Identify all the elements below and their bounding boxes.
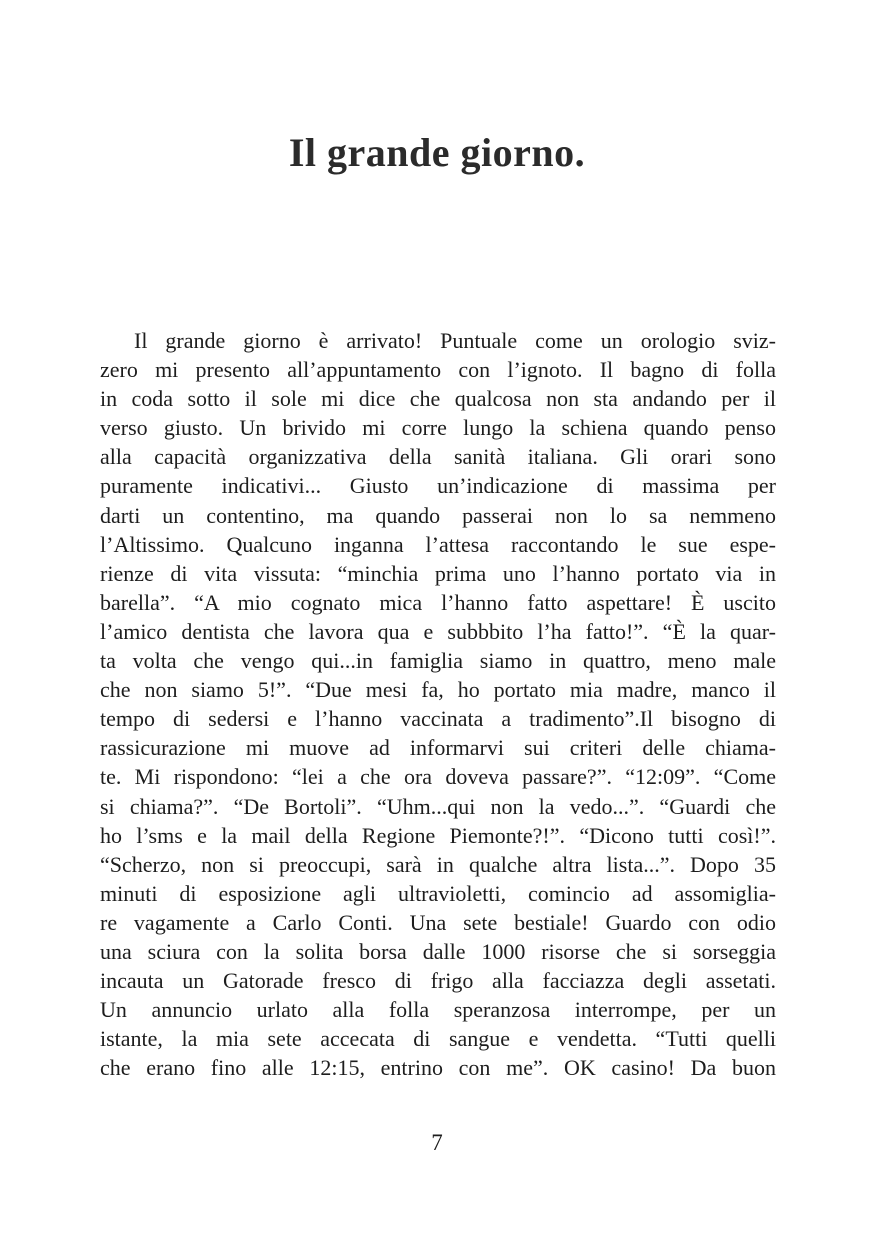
text-line: l’amico dentista che lavora qua e subbbito l’ha fatto!”. “È la quar- — [100, 618, 776, 644]
text-line: alla capacità organizzativa della sanità italiana. Gli orari sono — [100, 444, 776, 470]
text-line: ta volta che vengo qui...in famiglia siamo in quattro, meno male — [100, 648, 776, 674]
text-line: che erano fino alle 12:15, entrino con me”. OK casino! Da buon — [100, 1055, 776, 1081]
text-line: barella”. “A mio cognato mica l’hanno fatto aspettare! È uscito — [100, 589, 776, 615]
text-line: zero mi presento all’appuntamento con l’ignoto. Il bagno di folla — [100, 357, 776, 383]
text-line: minuti di esposizione agli ultravioletti, comincio ad assomiglia- — [100, 880, 776, 906]
body-text — [0, 326, 874, 1082]
text-line: che non siamo 5!”. “Due mesi fa, ho portato mia madre, manco il — [100, 677, 776, 703]
text-line: incauta un Gatorade fresco di frigo alla facciazza degli assetati. — [100, 968, 776, 994]
text-line: si chiama?”. “De Bortoli”. “Uhm...qui non la vedo...”. “Guardi che — [100, 793, 776, 819]
text-line: te. Mi rispondono: “lei a che ora doveva passare?”. “12:09”. “Come — [100, 764, 776, 790]
text-line: darti un contentino, ma quando passerai non lo sa nemmeno — [100, 502, 776, 528]
text-line: puramente indicativi... Giusto un’indicazione di massima per — [100, 473, 776, 499]
text-line: verso giusto. Un brivido mi corre lungo la schiena quando penso — [100, 415, 776, 441]
text-line: Un annuncio urlato alla folla speranzosa interrompe, per un — [100, 997, 776, 1023]
text-line: istante, la mia sete accecata di sangue e vendetta. “Tutti quelli — [100, 1026, 776, 1052]
text-line: Il grande giorno è arrivato! Puntuale come un orologio sviz- — [134, 328, 776, 353]
text-line: rienze di vita vissuta: “minchia prima uno l’hanno portato via in — [100, 560, 776, 586]
chapter-title: Il grande giorno. — [288, 130, 586, 175]
text-line: in coda sotto il sole mi dice che qualcosa non sta andando per il — [100, 386, 776, 412]
text-line: l’Altissimo. Qualcuno inganna l’attesa raccontando le sue espe- — [100, 531, 776, 557]
text-line: “Scherzo, non si preoccupi, sarà in qualche altra lista...”. Dopo 35 — [100, 851, 776, 877]
page-number: 7 — [431, 1130, 443, 1156]
text-line: tempo di sedersi e l’hanno vaccinata a tradimento”.Il bisogno di — [100, 706, 776, 732]
text-line: re vagamente a Carlo Conti. Una sete bestiale! Guardo con odio — [100, 909, 776, 935]
text-line: ho l’sms e la mail della Regione Piemonte?!”. “Dicono tutti così!”. — [100, 822, 776, 848]
text-line: una sciura con la solita borsa dalle 1000 risorse che si sorseggia — [100, 938, 776, 964]
text-line: rassicurazione mi muove ad informarvi sui criteri delle chiama- — [100, 735, 776, 761]
